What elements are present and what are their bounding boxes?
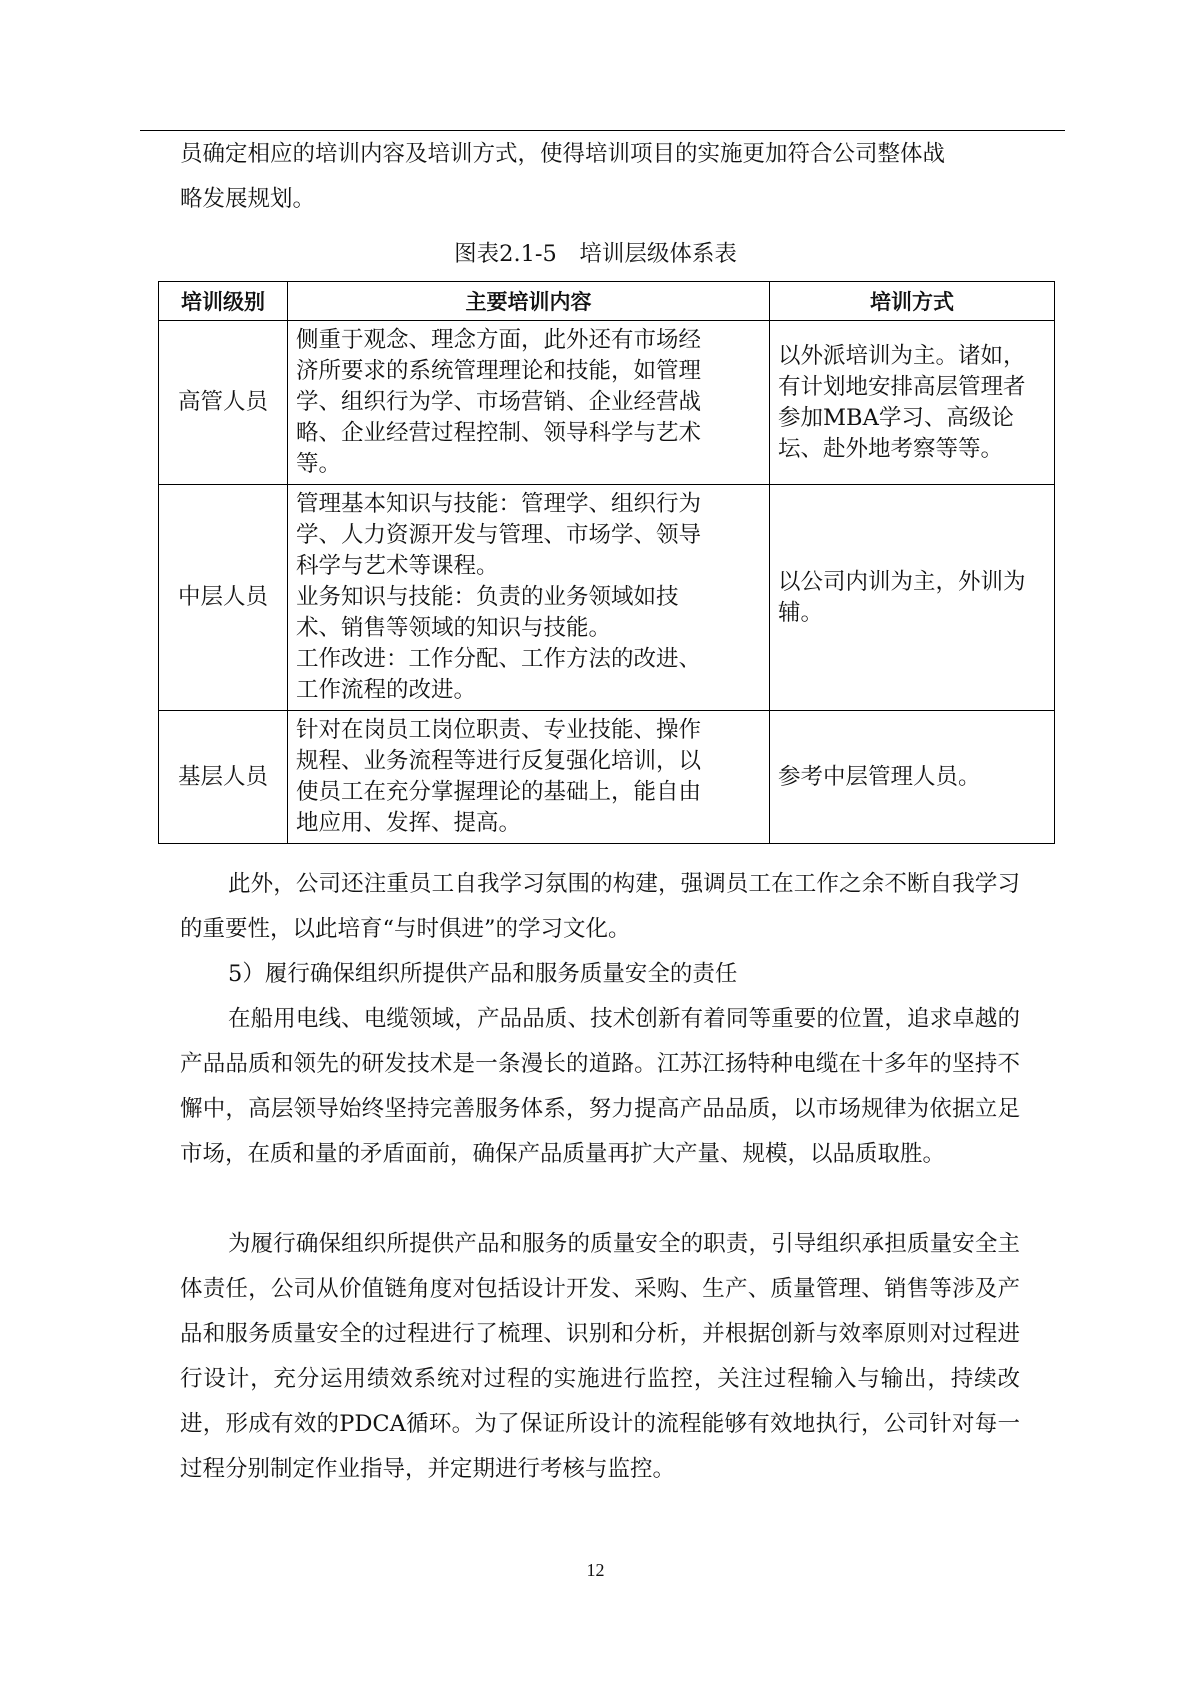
intro-line: 员确定相应的培训内容及培训方式，使得培训项目的实施更加符合公司整体战 xyxy=(180,141,946,167)
method-line: 参加MBA学习、高级论 xyxy=(778,404,1014,431)
intro-paragraph xyxy=(180,132,1020,222)
row-level: 基层人员 xyxy=(159,711,288,844)
content-line: 规程、业务流程等进行反复强化培训，以 xyxy=(296,748,702,774)
method-line: 以外派培训为主。诸如， xyxy=(778,342,1026,369)
table-caption: 图表2.1-5 培训层级体系表 xyxy=(454,241,737,267)
row-method xyxy=(770,321,1055,485)
intro-line: 略发展规划。 xyxy=(180,186,316,212)
method-line: 辅。 xyxy=(778,599,824,626)
content-line: 济所要求的系统管理理论和技能，如管理 xyxy=(296,358,702,384)
content-line: 侧重于观念、理念方面，此外还有市场经 xyxy=(296,327,702,353)
row-method xyxy=(770,711,1055,844)
method-line: 参考中层管理人员。 xyxy=(778,763,981,790)
content-line: 等。 xyxy=(296,451,342,477)
table-row xyxy=(159,485,1055,711)
header-method: 培训方式 xyxy=(770,282,1055,321)
row-level: 高管人员 xyxy=(159,321,288,485)
paragraph-responsibility: 为履行确保组织所提供产品和服务的质量安全的职责，引导组织承担质量安全主体责任，公司从价值链角度对包括设计开发、采购、生产、质量管理、销售等涉及产品和服务质量安全的过程进行了梳理、识别和分析，并根据创新与效率原则对过程进行设计，充分运用绩效系统对过程的实施进行监控，关注过程输入与输出，持续改进，形成有效的PDCA循环。为了保证所设计的流程能够有效地执行，公司针对每一过程分别制定作业指导，并定期进行考核与监控。 xyxy=(180,1231,1020,1482)
table-row xyxy=(159,321,1055,485)
training-level-table xyxy=(158,281,1055,844)
content-line: 学、人力资源开发与管理、市场学、领导 xyxy=(296,522,702,548)
header-level: 培训级别 xyxy=(159,282,288,321)
content-line: 工作流程的改进。 xyxy=(296,677,477,703)
content-line: 地应用、发挥、提高。 xyxy=(296,810,522,836)
content-line: 略、企业经营过程控制、领导科学与艺术 xyxy=(296,420,702,446)
header-content: 主要培训内容 xyxy=(288,282,770,321)
content-line: 科学与艺术等课程。 xyxy=(296,553,499,579)
row-content xyxy=(288,485,770,711)
content-line: 工作改进：工作分配、工作方法的改进、 xyxy=(296,646,702,672)
table-row xyxy=(159,711,1055,844)
method-line: 坛、赴外地考察等等。 xyxy=(778,435,1004,462)
table-header-row xyxy=(159,282,1055,321)
content-line: 学、组织行为学、市场营销、企业经营战 xyxy=(296,389,702,415)
header-rule xyxy=(140,130,1065,131)
paragraph-self-learning: 此外，公司还注重员工自我学习氛围的构建，强调员工在工作之余不断自我学习的重要性，以此培育“与时俱进”的学习文化。 xyxy=(180,871,1020,942)
paragraph-quality: 在船用电线、电缆领域，产品品质、技术创新有着同等重要的位置，追求卓越的产品品质和领先的研发技术是一条漫长的道路。江苏江扬特种电缆在十多年的坚持不懈中，高层领导始终坚持完善服务体系，努力提高产品品质，以市场规律为依据立足市场，在质和量的矛盾面前，确保产品质量再扩大产量、规模，以品质取胜。 xyxy=(180,1006,1020,1167)
row-content xyxy=(288,711,770,844)
row-level: 中层人员 xyxy=(159,485,288,711)
content-line: 使员工在充分掌握理论的基础上，能自由 xyxy=(296,779,702,805)
row-content xyxy=(288,321,770,485)
method-line: 以公司内训为主，外训为 xyxy=(778,568,1026,595)
method-line: 有计划地安排高层管理者 xyxy=(778,373,1026,400)
content-line: 业务知识与技能：负责的业务领域如技 xyxy=(296,584,679,610)
row-method xyxy=(770,485,1055,711)
content-line: 术、销售等领域的知识与技能。 xyxy=(296,615,612,641)
content-line: 针对在岗员工岗位职责、专业技能、操作 xyxy=(296,717,702,743)
section-heading-5: 5）履行确保组织所提供产品和服务质量安全的责任 xyxy=(228,961,738,987)
content-line: 管理基本知识与技能：管理学、组织行为 xyxy=(296,491,702,517)
page-number: 12 xyxy=(586,1560,605,1580)
